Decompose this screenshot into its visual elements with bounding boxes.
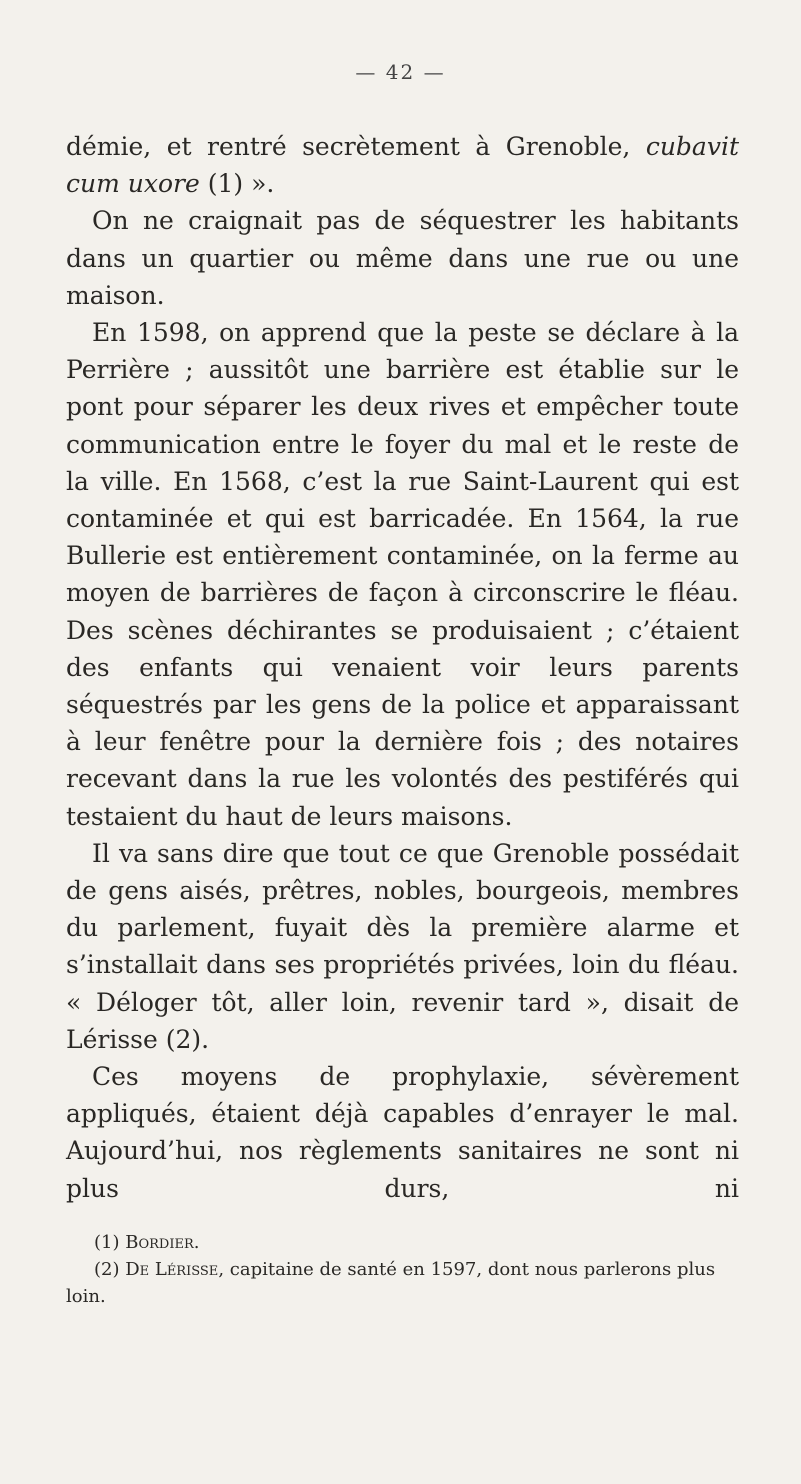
paragraph-flight: Il va sans dire que tout ce que Grenoble possédait de gens aisés, prêtres, nobles, bourgeois, membres du parlement, fuyait dès la première alarme et s’installait dans ses propriétés privées, loin du fléau. « Déloger tôt, aller loin, revenir tard », disait de Lérisse (2).: [66, 838, 739, 1054]
footnote-author: Bordier: [125, 1231, 194, 1253]
paragraph-continuation: [66, 128, 739, 202]
page-number: — 42 —: [355, 60, 446, 84]
text-run: démie, et rentré secrètement à Grenoble,: [66, 132, 646, 161]
paragraph-barriers: En 1598, on apprend que la peste se déclare à la Perrière ; aussitôt une barrière est établie sur le pont pour séparer les deux rives et empêcher toute communication entre le foyer du mal et le reste de la ville. En 1568, c’est la rue Saint-Laurent qui est contaminée et qui est barricadée. En 1564, la rue Bullerie est entièrement contaminée, on la ferme au moyen de barrières de façon à circonscrire le fléau. Des scènes déchirantes se produisaient ; c’étaient des enfants qui venaient voir leurs parents séquestrés par les gens de la police et apparaissant à leur fenêtre pour la dernière fois ; des notaires recevant dans la rue les volontés des pestiférés qui testaient du haut de leurs maisons.: [66, 318, 739, 831]
footnote-text: .: [193, 1231, 200, 1253]
footnote-marker: (2): [94, 1258, 126, 1280]
paragraph-prophylaxis: Ces moyens de prophylaxie, sévèrement appliqués, étaient déjà capables d’enrayer le mal. Aujourd’hui, nos règlements sanitaires ne sont ni plus durs, ni: [66, 1062, 739, 1203]
footnote-author: De Lérisse: [125, 1258, 219, 1280]
footnote-marker: (1): [94, 1231, 126, 1253]
footnote-2: [66, 1256, 739, 1310]
text-run: (1) ».: [199, 169, 275, 199]
footnotes: [66, 1229, 739, 1310]
footnote-text: , capitaine de santé en 1597, dont nous parlerons plus loin.: [66, 1258, 716, 1307]
latin-phrase: cubavit cum uxore: [66, 132, 739, 199]
footnote-1: [66, 1229, 739, 1256]
paragraph-sequestration: On ne craignait pas de séquestrer les habitants dans un quartier ou même dans une rue ou une maison.: [66, 206, 739, 310]
body-text: [66, 128, 739, 1207]
